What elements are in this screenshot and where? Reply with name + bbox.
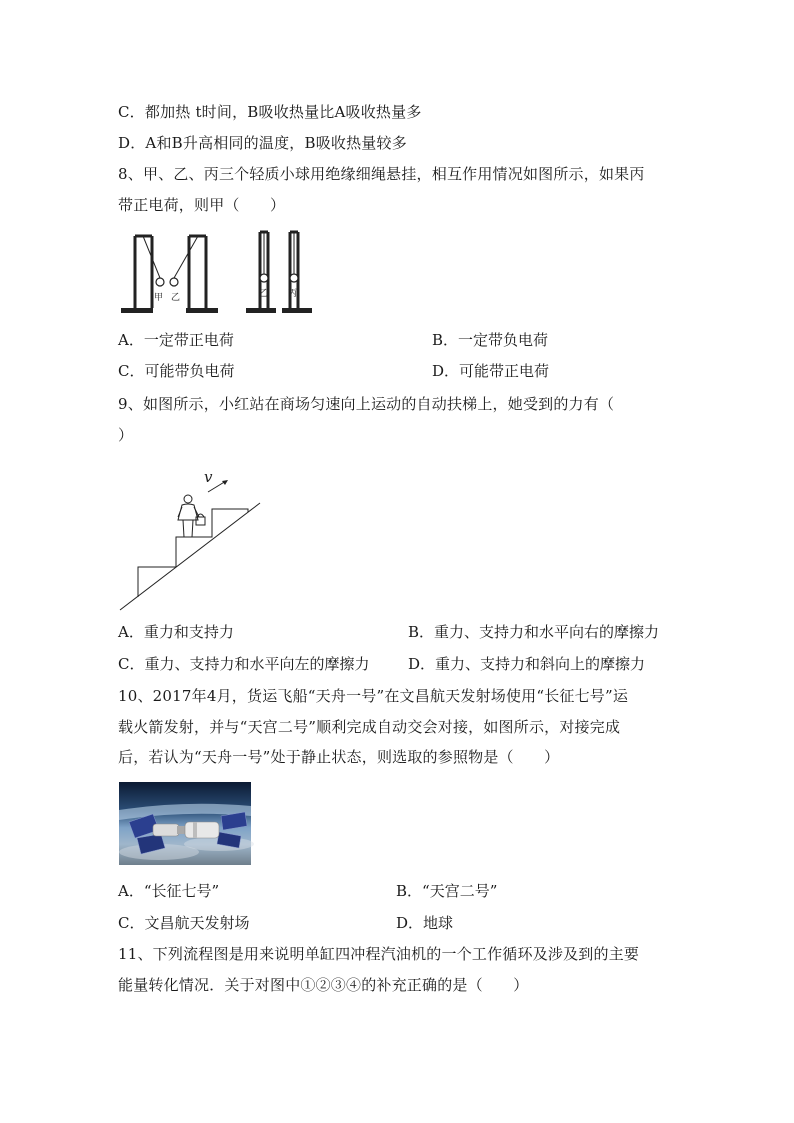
q9-escalator-figure [118,465,268,613]
ball-bing [290,274,298,282]
q8-option-d: D．可能带正电荷 [432,362,550,380]
velocity-label: v [204,468,213,486]
label-jia: 甲 [154,293,164,303]
q8-option-a: A．一定带正电荷 [118,331,234,349]
q9-stem-line2: ） [118,426,134,444]
q10-stem-line1: 10、2017年4月，货运飞船“天舟一号”在文昌航天发射场使用“长征七号”运 [118,687,629,705]
q9-option-a: A．重力和支持力 [118,623,234,641]
q8-option-b: B．一定带负电荷 [432,331,549,349]
q9-stem-line1: 9、如图所示，小红站在商场匀速向上运动的自动扶梯上，她受到的力有（ [118,395,615,413]
q10-stem-line2: 载火箭发射，并与“天宫二号”顺利完成自动交会对接，如图所示，对接完成 [118,718,621,736]
q8-pendulum-figure [118,228,318,320]
label-yi-2: 乙 [259,289,269,299]
q11-stem-line2: 能量转化情况．关于对图中①②③④的补充正确的是（ ） [118,976,529,994]
q9-option-b: B．重力、支持力和水平向右的摩擦力 [408,623,660,641]
q10-option-a: A．“长征七号” [118,882,220,900]
ball-yi [170,278,178,286]
q7-option-d: D．A和B升高相同的温度，B吸收热量较多 [118,134,407,152]
label-yi: 乙 [171,293,181,303]
person-icon [178,495,205,537]
q10-stem-line3: 后，若认为“天舟一号”处于静止状态，则选取的参照物是（ ） [118,748,560,766]
ball-jia [156,278,164,286]
q9-option-c: C．重力、支持力和水平向左的摩擦力 [118,655,370,673]
q8-stem-line2: 带正电荷，则甲（ ） [118,196,286,214]
q9-option-d: D．重力、支持力和斜向上的摩擦力 [408,655,646,673]
label-bing: 丙 [288,289,298,299]
ball-yi-2 [260,274,268,282]
q10-space-docking-photo [119,782,251,865]
q10-option-b: B．“天宫二号” [396,882,498,900]
q7-option-c: C．都加热 t时间，B吸收热量比A吸收热量多 [118,103,422,121]
q10-option-d: D．地球 [396,914,454,932]
q8-option-c: C．可能带负电荷 [118,362,235,380]
q8-stem-line1: 8、甲、乙、丙三个轻质小球用绝缘细绳悬挂，相互作用情况如图所示，如果丙 [118,165,645,183]
q10-option-c: C．文昌航天发射场 [118,914,250,932]
q11-stem-line1: 11、下列流程图是用来说明单缸四冲程汽油机的一个工作循环及涉及到的主要 [118,945,640,963]
